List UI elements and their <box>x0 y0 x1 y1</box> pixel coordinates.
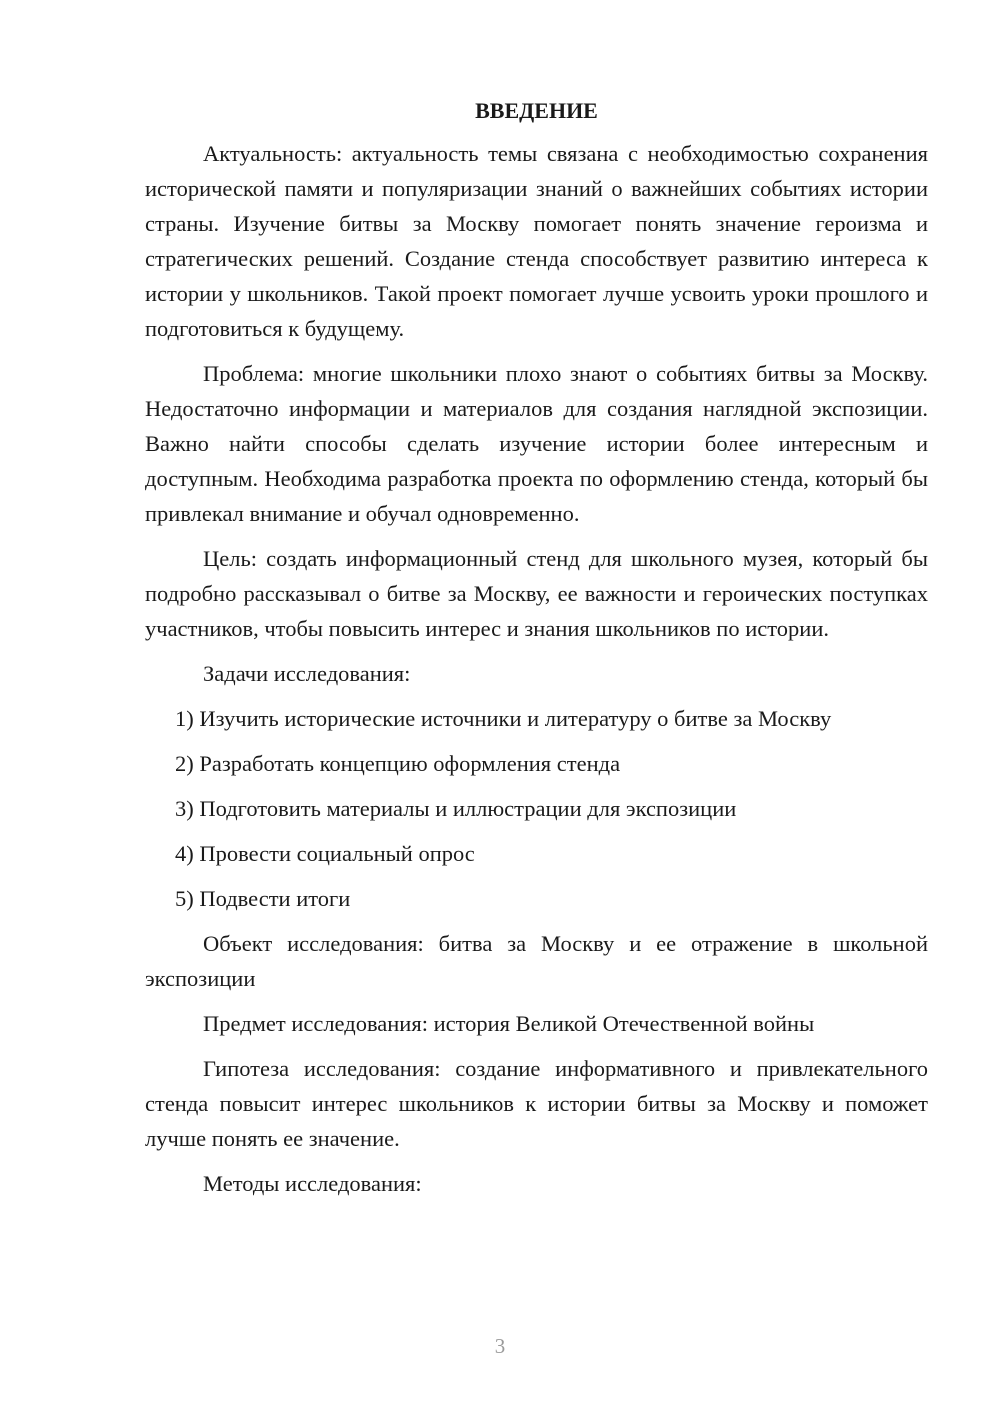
page-number: 3 <box>494 1334 506 1358</box>
task-item: 2) Разработать концепцию оформления стенда <box>175 751 621 776</box>
problem-paragraph: Проблема: многие школьники плохо знают о событиях битвы за Москву. Недостаточно информации и материалов для создания наглядной экспозиции. Важно найти способы сделать изучение истории более интересным и доступным. Необходима разработка проекта по оформлению стенда, который бы привлекал внимание и обучал одновременно. <box>145 361 928 526</box>
subject-paragraph: Предмет исследования: история Великой Отечественной войны <box>203 1011 815 1036</box>
methods-heading: Методы исследования: <box>203 1171 422 1196</box>
tasks-heading: Задачи исследования: <box>203 661 411 686</box>
hypothesis-paragraph: Гипотеза исследования: создание информативного и привлекательного стенда повысит интерес школьников к истории битвы за Москву и поможет лучше понять ее значение. <box>145 1056 928 1151</box>
task-item: 5) Подвести итоги <box>175 886 351 911</box>
tasks-list <box>145 701 928 916</box>
task-item: 3) Подготовить материалы и иллюстрации для экспозиции <box>175 796 737 821</box>
section-title: ВВЕДЕНИЕ <box>475 98 598 123</box>
goal-paragraph: Цель: создать информационный стенд для школьного музея, который бы подробно рассказывал о битве за Москву, ее важности и героических поступках участников, чтобы повысить интерес и знания школьников по истории. <box>145 546 928 641</box>
task-item: 1) Изучить исторические источники и литературу о битве за Москву <box>175 706 832 731</box>
object-paragraph: Объект исследования: битва за Москву и ее отражение в школьной экспозиции <box>145 931 928 991</box>
task-item: 4) Провести социальный опрос <box>175 841 475 866</box>
document-page <box>145 96 928 1211</box>
relevance-paragraph: Актуальность: актуальность темы связана с необходимостью сохранения исторической памяти и популяризации знаний о важнейших событиях истории страны. Изучение битвы за Москву помогает понять значение героизма и стратегических решений. Создание стенда способствует развитию интереса к истории у школьников. Такой проект помогает лучше усвоить уроки прошлого и подготовиться к будущему. <box>145 141 928 341</box>
